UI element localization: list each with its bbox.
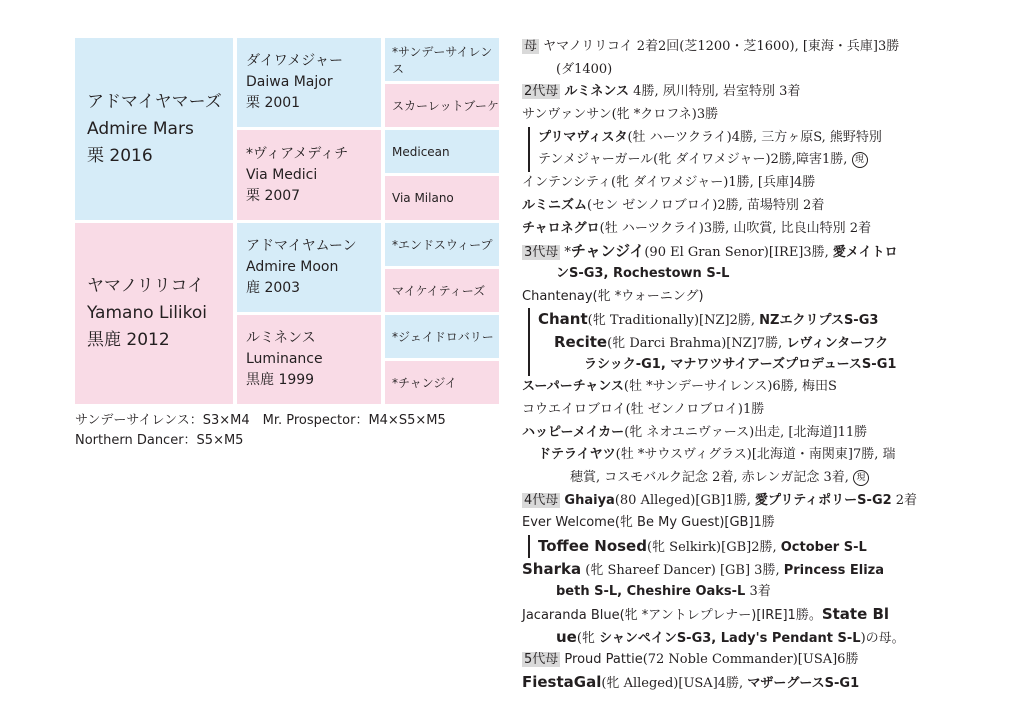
family-line: 4代母 Ghaiya(80 Alleged)[GB]1勝, 愛プリティポリーS-G2 2着 [524, 492, 918, 508]
sire-sire-jp: ダイワメジャー [246, 53, 344, 69]
family-line: ルミニズム(セン ゼンノロブロイ)2勝, 苗場特別 2着 [522, 197, 825, 213]
sire-info: 栗 2016 [87, 145, 153, 166]
g3-ancestor: *ジェイドロバリー [385, 315, 499, 358]
family-line: Chantenay(牝 *ウォーニング) [522, 288, 704, 304]
family-line: 穂賞, コスモバルク記念 2着, 赤レンガ記念 3着, 現 [522, 467, 962, 490]
g3-ancestor: マイケイティーズ [385, 269, 499, 312]
g3-ancestor: *エンドスウィープ [385, 223, 499, 266]
family-line: 5代母 Proud Pattie(72 Noble Commander)[USA]6勝 [524, 651, 859, 667]
family-line: Recite(牝 Darci Brahma)[NZ]7勝, レヴィンターフク [528, 331, 962, 354]
family-line: スーパーチャンス(牡 *サンデーサイレンス)6勝, 梅田S [522, 379, 837, 395]
family-line: 2代母 ルミネンス 4勝, 夙川特別, 岩室特別 3着 [524, 84, 801, 100]
sire-dam-en: Via Medici [246, 166, 318, 183]
dam-cell [75, 223, 233, 404]
dam-sire-cell [237, 223, 381, 312]
dam-dam-jp: ルミネンス [246, 330, 316, 346]
family-line: ドテライヤツ(牡 *サウスヴィグラス)[北海道・南関東]7勝, 瑞 [538, 447, 896, 463]
dam-info: 黒鹿 2012 [87, 330, 170, 350]
dam-dam-info: 黒鹿 1999 [246, 372, 315, 388]
family-line: チャロネグロ(牡 ハーツクライ)3勝, 山吹賞, 比良山特別 2着 [522, 220, 872, 236]
current-mark: 現 [853, 470, 869, 486]
sire-sire-en: Daiwa Major [246, 74, 333, 90]
g3-ancestor: スカーレットブーケ [385, 84, 499, 127]
dam-sire-jp: アドマイヤムーン [246, 238, 357, 254]
dam-en: Yamano Lilikoi [87, 303, 208, 323]
dam-jp: ヤマノリリコイ [87, 276, 204, 296]
family-line: ラシック-G1, マナワツサイアーズプロデュースS-G1 [528, 354, 962, 377]
inbreeding-line-1: サンデーサイレンス：S3×M4 Mr. Prospector：M4×S5×M5 [75, 413, 446, 428]
sire-cell [75, 38, 233, 220]
family-line: 母 ヤマノリリコイ 2着2回(芝1200・芝1600), [東海・兵庫]3勝 [524, 39, 900, 54]
current-mark: 現 [852, 152, 868, 168]
inbreeding-line-2: Northern Dancer：S5×M5 [75, 433, 244, 448]
family-line: ue(牝 シャンペインS-G3, Lady's Pendant S-L)の母。 [556, 627, 905, 646]
g3-ancestor: Medicean [385, 130, 499, 173]
family-line: Toffee Nosed(牝 Selkirk)[GB]2勝, October S-L [528, 535, 962, 558]
family-line: Jacaranda Blue(牝 *アントレプレナー)[IRE]1勝。State Bl [522, 605, 890, 624]
dam-sire-info: 鹿 2003 [246, 280, 301, 296]
sire-sire-info: 栗 2001 [246, 95, 301, 111]
family-line: ハッピーメイカー(牝 ネオユニヴァース)出走, [北海道]11勝 [522, 424, 868, 440]
family-line: Sharka (牝 Shareef Dancer) [GB] 3勝, Princess Eliza [522, 559, 885, 578]
family-line: コウエイロブロイ(牡 ゼンノロブロイ)1勝 [522, 402, 765, 417]
sire-sire-cell [237, 38, 381, 127]
family-line: テンメジャーガール(牝 ダイワメジャー)2勝,障害1勝, 現 [528, 149, 962, 172]
family-line: FiestaGal(牝 Alleged)[USA]4勝, マザーグースS-G1 [522, 673, 860, 692]
family-text [522, 36, 962, 694]
sire-dam-info: 栗 2007 [246, 187, 301, 204]
family-line: Chant(牝 Traditionally)[NZ]2勝, NZエクリプスS-G3 [528, 308, 962, 331]
sire-jp: アドマイヤマーズ [87, 91, 222, 112]
family-line: サンヴァンサン(牝 *クロフネ)3勝 [522, 107, 719, 123]
dam-dam-cell [237, 315, 381, 404]
family-line: Ever Welcome(牝 Be My Guest)[GB]1勝 [522, 515, 775, 531]
dam-sire-en: Admire Moon [246, 259, 339, 275]
family-line: beth S-L, Cheshire Oaks-L 3着 [556, 583, 771, 599]
sire-dam-cell [237, 130, 381, 220]
dam-dam-en: Luminance [246, 351, 323, 367]
family-line: プリマヴィスタ(牡 ハーツクライ)4勝, 三方ヶ原S, 熊野特別 [528, 127, 962, 150]
g3-ancestor: Via Milano [385, 176, 499, 220]
sire-dam-jp: *ヴィアメディチ [246, 145, 349, 162]
g3-ancestor: *サンデーサイレンス [385, 38, 499, 81]
sire-en: Admire Mars [87, 118, 194, 139]
g3-ancestor: *チャンジイ [385, 361, 499, 404]
family-line: 3代母 *チャンジイ(90 El Gran Senor)[IRE]3勝, 愛メイトロ [524, 242, 898, 261]
family-line: (ダ1400) [556, 61, 613, 77]
family-line: インテンシティ(牝 ダイワメジャー)1勝, [兵庫]4勝 [522, 175, 816, 191]
family-line: ンS-G3, Rochestown S-L [556, 265, 730, 281]
